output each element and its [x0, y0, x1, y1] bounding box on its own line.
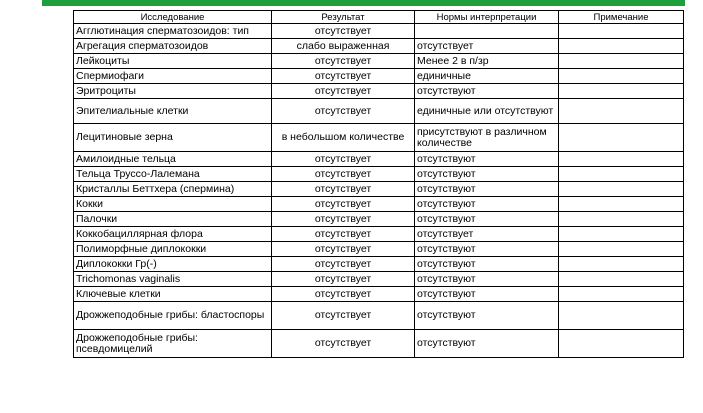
header-norm: Нормы интерпретации — [415, 11, 559, 24]
header-test: Исследование — [74, 11, 272, 24]
cell-note — [559, 152, 684, 167]
cell-note — [559, 227, 684, 242]
table-row — [74, 302, 684, 330]
cell-norm: отсутствуют — [415, 272, 559, 287]
cell-result: отсутствует — [272, 24, 415, 39]
cell-test: Агглютинация сперматозоидов: тип — [74, 24, 272, 39]
cell-note — [559, 24, 684, 39]
cell-note — [559, 272, 684, 287]
header-result: Результат — [272, 11, 415, 24]
cell-result: отсутствует — [272, 227, 415, 242]
cell-test: Эпителиальные клетки — [74, 99, 272, 124]
table-row — [74, 182, 684, 197]
table-row — [74, 272, 684, 287]
table-row — [74, 39, 684, 54]
cell-test: Trichomonas vaginalis — [74, 272, 272, 287]
cell-note — [559, 84, 684, 99]
cell-norm: отсутствуют — [415, 302, 559, 330]
table-row — [74, 227, 684, 242]
cell-test: Ключевые клетки — [74, 287, 272, 302]
cell-result: отсутствует — [272, 242, 415, 257]
cell-result: отсутствует — [272, 84, 415, 99]
cell-norm: отсутствуют — [415, 330, 559, 358]
table-row — [74, 24, 684, 39]
cell-test: Амилоидные тельца — [74, 152, 272, 167]
header-note: Примечание — [559, 11, 684, 24]
cell-norm: отсутствуют — [415, 167, 559, 182]
cell-result: в небольшом количестве — [272, 124, 415, 152]
cell-result: отсутствует — [272, 212, 415, 227]
cell-test: Кокки — [74, 197, 272, 212]
cell-result: отсутствует — [272, 287, 415, 302]
table-row — [74, 242, 684, 257]
table-row — [74, 69, 684, 84]
table-row — [74, 197, 684, 212]
cell-norm: отсутствуют — [415, 197, 559, 212]
table-row — [74, 84, 684, 99]
cell-result: отсутствует — [272, 167, 415, 182]
cell-note — [559, 330, 684, 358]
table-row — [74, 54, 684, 69]
cell-norm: отсутствуют — [415, 287, 559, 302]
cell-test: Дрожжеподобные грибы: псевдомицелий — [74, 330, 272, 358]
cell-note — [559, 302, 684, 330]
cell-norm: Менее 2 в п/зр — [415, 54, 559, 69]
cell-note — [559, 242, 684, 257]
cell-result: отсутствует — [272, 330, 415, 358]
cell-norm: отсутствуют — [415, 182, 559, 197]
cell-test: Лецитиновые зерна — [74, 124, 272, 152]
cell-note — [559, 257, 684, 272]
cell-result: отсутствует — [272, 257, 415, 272]
cell-note — [559, 39, 684, 54]
cell-test: Спермиофаги — [74, 69, 272, 84]
cell-test: Лейкоциты — [74, 54, 272, 69]
header-accent-bar — [42, 0, 685, 6]
cell-result: отсутствует — [272, 54, 415, 69]
cell-norm: единичные или отсутствуют — [415, 99, 559, 124]
cell-norm — [415, 24, 559, 39]
cell-norm: отсутствуют — [415, 152, 559, 167]
cell-norm: отсутствуют — [415, 84, 559, 99]
cell-norm: отсутствуют — [415, 212, 559, 227]
cell-result: отсутствует — [272, 69, 415, 84]
cell-test: Палочки — [74, 212, 272, 227]
cell-note — [559, 197, 684, 212]
table-row — [74, 124, 684, 152]
table-row — [74, 257, 684, 272]
cell-note — [559, 54, 684, 69]
cell-result: отсутствует — [272, 272, 415, 287]
cell-norm: единичные — [415, 69, 559, 84]
table-row — [74, 152, 684, 167]
table-row — [74, 167, 684, 182]
cell-norm: отсутствуют — [415, 242, 559, 257]
table-row — [74, 212, 684, 227]
cell-test: Кристаллы Беттхера (спермина) — [74, 182, 272, 197]
cell-test: Полиморфные диплококки — [74, 242, 272, 257]
cell-test: Дрожжеподобные грибы: бластоспоры — [74, 302, 272, 330]
cell-result: отсутствует — [272, 197, 415, 212]
table-row — [74, 99, 684, 124]
cell-note — [559, 212, 684, 227]
cell-test: Диплококки Гр(-) — [74, 257, 272, 272]
table-row — [74, 287, 684, 302]
cell-test: Коккобациллярная флора — [74, 227, 272, 242]
cell-result: слабо выраженная — [272, 39, 415, 54]
cell-norm: отсутствует — [415, 39, 559, 54]
cell-note — [559, 167, 684, 182]
cell-result: отсутствует — [272, 99, 415, 124]
cell-norm: присутствуют в различном количестве — [415, 124, 559, 152]
cell-test: Тельца Труссо-Лалемана — [74, 167, 272, 182]
cell-test: Эритроциты — [74, 84, 272, 99]
cell-note — [559, 182, 684, 197]
table-header-row — [74, 11, 684, 24]
results-table — [73, 10, 684, 358]
cell-norm: отсутствуют — [415, 257, 559, 272]
cell-note — [559, 287, 684, 302]
cell-result: отсутствует — [272, 302, 415, 330]
cell-note — [559, 99, 684, 124]
cell-note — [559, 124, 684, 152]
cell-norm: отсутствует — [415, 227, 559, 242]
cell-result: отсутствует — [272, 152, 415, 167]
cell-note — [559, 69, 684, 84]
cell-result: отсутствует — [272, 182, 415, 197]
table-row — [74, 330, 684, 358]
cell-test: Агрегация сперматозоидов — [74, 39, 272, 54]
